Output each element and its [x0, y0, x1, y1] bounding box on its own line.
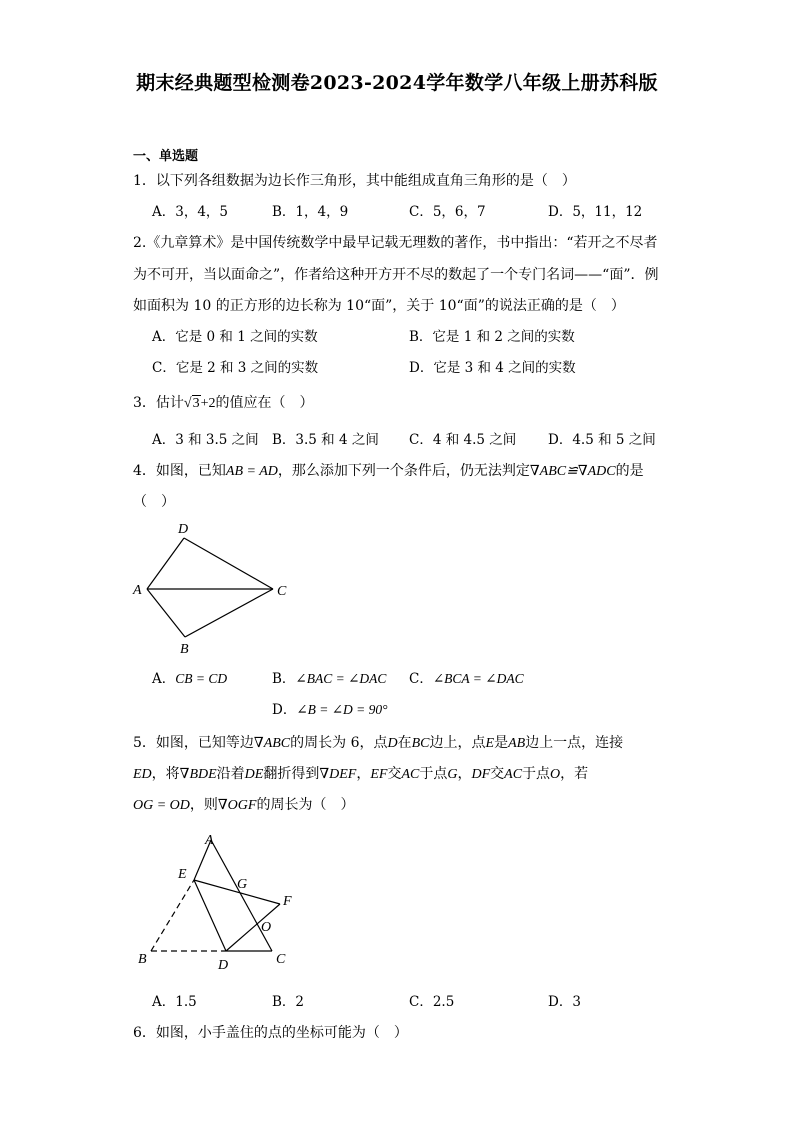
q5-label-d: D — [218, 958, 229, 973]
q5-math: D — [387, 736, 398, 751]
q1-option-a: A．3，4，5 — [152, 204, 229, 220]
q5-math: ED — [133, 767, 152, 782]
q5-math: AC — [504, 767, 523, 782]
q5-math: DF — [471, 767, 491, 782]
q3-prefix: 3．估计 — [133, 395, 184, 411]
q5-text: 5．如图，已知等边 — [133, 735, 254, 751]
q5-text: 边上，点 — [429, 735, 486, 751]
q4-option-b-math: ∠BAC = ∠DAC — [295, 671, 387, 686]
q4-label-b: B — [180, 642, 189, 657]
q4-label-d: D — [178, 522, 189, 537]
q4-middle: ，那么添加下列一个条件后，仍无法判定 — [277, 463, 530, 479]
q5-option-a: A．1.5 — [152, 994, 197, 1010]
q5-text: ， — [457, 766, 472, 782]
q4-option-b — [272, 669, 386, 689]
q1-option-d: D．5，11，12 — [548, 204, 643, 220]
q5-segment-be-dashed — [151, 880, 194, 951]
q5-segment-ed — [194, 880, 226, 951]
q4-segment-bc — [185, 589, 273, 637]
q3-option-d: D．4.5 和 5 之间 — [548, 432, 656, 448]
q5-math: OG = OD — [133, 798, 190, 813]
q5-label-b: B — [138, 952, 147, 967]
q3-option-c: C．4 和 4.5 之间 — [409, 432, 517, 448]
q4-segment-ad — [147, 538, 184, 589]
q3-suffix: 的值应在（ ） — [215, 395, 314, 411]
q3-option-a: A．3 和 3.5 之间 — [152, 432, 259, 448]
q4-option-c-label: C． — [409, 671, 433, 687]
question-3-text — [133, 393, 314, 414]
q5-figure-folded-triangle — [130, 826, 305, 974]
q5-text: 交 — [490, 766, 505, 782]
q2-option-c: C．它是 2 和 3 之间的实数 — [152, 360, 319, 376]
q5-text: 于点 — [522, 766, 551, 782]
q4-option-a-math: CB = CD — [175, 671, 228, 686]
q5-text: 沿着 — [216, 766, 245, 782]
q4-option-d — [272, 700, 388, 720]
q2-option-d: D．它是 3 和 4 之间的实数 — [409, 360, 576, 376]
q5-text: 翻折得到 — [263, 766, 320, 782]
q5-text: 的周长为 6，点 — [290, 735, 388, 751]
q2-option-b: B．它是 1 和 2 之间的实数 — [409, 329, 575, 345]
q5-math: E — [485, 736, 495, 751]
q4-segment-ab — [147, 589, 185, 637]
q5-text: ，若 — [560, 766, 589, 782]
q5-text: 的周长为（ ） — [256, 797, 355, 813]
q5-text: 交 — [387, 766, 402, 782]
q2-option-a: A．它是 0 和 1 之间的实数 — [152, 329, 318, 345]
q4-option-c-math: ∠BCA = ∠DAC — [432, 671, 524, 686]
question-4-line-1 — [133, 461, 644, 482]
q5-math: ∇DEF — [319, 767, 357, 782]
question-2-line-3: 如面积为 10 的正方形的边长称为 10“面”，关于 10“面”的说法正确的是（ ） — [133, 298, 625, 314]
q4-condition: AB = AD — [225, 464, 278, 479]
q5-text: 于点 — [419, 766, 448, 782]
q4-option-d-math: ∠B = ∠D = 90° — [296, 702, 388, 717]
q4-suffix: 的是 — [615, 463, 644, 479]
question-4-paren: （ ） — [133, 494, 175, 510]
q5-label-c: C — [276, 952, 286, 967]
q4-prefix: 4．如图，已知 — [133, 463, 226, 479]
q1-option-b: B．1，4，9 — [272, 204, 349, 220]
page-title: 期末经典题型检测卷2023-2024学年数学八年级上册苏科版 — [136, 72, 658, 94]
q3-option-b: B．3.5 和 4 之间 — [272, 432, 379, 448]
q5-option-c: C．2.5 — [409, 994, 455, 1010]
q5-math: O — [550, 767, 561, 782]
q5-label-a: A — [205, 833, 214, 848]
q5-option-b: B．2 — [272, 994, 305, 1010]
q5-text: 是 — [494, 735, 509, 751]
q5-text: ，则 — [189, 797, 218, 813]
q5-math: BC — [411, 736, 430, 751]
q5-math: DE — [244, 767, 264, 782]
question-1-text: 1．以下列各组数据为边长作三角形，其中能组成直角三角形的是（ ） — [133, 173, 576, 189]
q5-math: AC — [401, 767, 420, 782]
question-5-line-3 — [133, 795, 354, 816]
q3-expr-rest: +2 — [200, 396, 216, 411]
q5-label-g: G — [237, 877, 248, 892]
q5-text: ， — [356, 766, 371, 782]
q5-text: 边上一点，连接 — [525, 735, 624, 751]
q4-congruence: ∇ABC≌∇ADC — [529, 464, 616, 479]
q5-text: ，将 — [151, 766, 180, 782]
q5-option-d: D．3 — [548, 994, 581, 1010]
q3-radicand: 3 — [192, 396, 200, 411]
q4-figure-quadrilateral — [130, 518, 300, 658]
question-5-line-2 — [133, 764, 588, 785]
question-2-line-2: 为不可开，当以面命之”，作者给这种开方开不尽的数起了一个专门名词——“面”．例 — [133, 267, 659, 283]
q5-label-f: F — [283, 894, 292, 909]
q5-label-o: O — [261, 920, 272, 935]
q4-option-a — [152, 669, 227, 689]
q4-option-b-label: B． — [272, 671, 296, 687]
section-heading: 一、单选题 — [133, 149, 199, 164]
q1-option-c: C．5，6，7 — [409, 204, 486, 220]
q5-math: AB — [508, 736, 526, 751]
q5-math: G — [447, 767, 458, 782]
q5-math: ∇ABC — [253, 736, 291, 751]
q4-option-d-label: D． — [272, 702, 297, 718]
q5-text: 在 — [397, 735, 412, 751]
q3-sqrt-expression: √3 — [183, 396, 200, 411]
q5-math: ∇BDE — [179, 767, 217, 782]
q5-segment-df — [226, 904, 280, 951]
q4-option-a-label: A． — [152, 671, 176, 687]
q4-label-a: A — [133, 583, 142, 598]
question-5-line-1 — [133, 733, 623, 754]
q5-math: ∇OGF — [217, 798, 257, 813]
q5-label-e: E — [178, 867, 187, 882]
q4-option-c — [409, 669, 524, 689]
q5-math: EF — [370, 767, 388, 782]
question-2-line-1: 2.《九章算术》是中国传统数学中最早记载无理数的著作，书中指出：“若开之不尽者 — [133, 235, 658, 251]
q4-segment-dc — [184, 538, 273, 589]
q4-label-c: C — [277, 584, 287, 599]
question-6-text: 6．如图，小手盖住的点的坐标可能为（ ） — [133, 1025, 408, 1041]
